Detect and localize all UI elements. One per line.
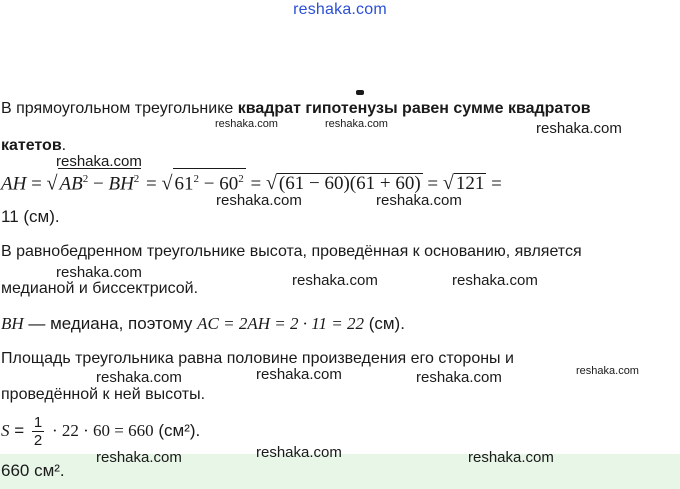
paragraph-1-text: В прямоугольном треугольнике <box>1 100 238 117</box>
watermark: reshaka.com <box>468 449 554 466</box>
area-lhs: S <box>1 420 10 440</box>
median-unit: (см). <box>363 314 405 333</box>
site-header[interactable]: reshaka.com <box>293 1 387 18</box>
paragraph-1-bold-2: катетов <box>1 137 62 154</box>
watermark: reshaka.com <box>256 366 342 383</box>
watermark: reshaka.com <box>376 192 462 209</box>
area-rest: · 22 · 60 = 660 <box>51 420 154 440</box>
equation-hypotenuse: AH = √ $AB^2 - BH^2$ = √ $61^2 - 60^2$ = √ (61 − 60)(61 + 60) = √ 121 = <box>1 168 502 195</box>
paragraph-2-line-2: медианой и биссектрисой. <box>1 280 199 297</box>
area-formula: S = $\frac{1}{2}$ · 22 · 60 = 660 (см²). <box>1 414 201 449</box>
paragraph-1-end: . <box>61 137 67 154</box>
watermark: reshaka.com <box>576 365 639 377</box>
sqrt-3: √ (61 − 60)(61 + 60) <box>265 172 421 195</box>
paragraph-3-line-1: Площадь треугольника равна половине произведения его стороны и <box>1 350 514 367</box>
watermark: reshaka.com <box>452 272 538 289</box>
watermark: reshaka.com <box>292 272 378 289</box>
median-text: — медиана, поэтому <box>23 314 198 333</box>
watermark: reshaka.com <box>96 449 182 466</box>
median-expr: AC = 2AH = 2 · 11 = 22 <box>197 314 364 333</box>
watermark: reshaka.com <box>325 118 388 130</box>
paragraph-1-bold: квадрат гипотенузы равен сумме квадратов <box>237 100 591 117</box>
paragraph-2-line-1: В равнобедренном треугольнике высота, проведённая к основанию, является <box>1 243 582 260</box>
sqrt-1: √ $AB^2 - BH^2$ <box>47 168 142 195</box>
watermark: reshaka.com <box>96 369 182 386</box>
paragraph-1-line-1 <box>1 100 591 118</box>
decorative-mark <box>356 90 364 95</box>
fraction-half: $\frac{1}{2}$ <box>33 414 43 449</box>
sqrt-2: √ $61^2 - 60^2$ <box>162 168 246 195</box>
sqrt-4: √ 121 <box>442 172 485 195</box>
median-var: BH <box>1 314 24 333</box>
watermark: reshaka.com <box>56 153 142 170</box>
watermark: reshaka.com <box>256 444 342 461</box>
watermark: reshaka.com <box>536 120 622 137</box>
watermark: reshaka.com <box>215 118 278 130</box>
answer-value: 660 см². <box>1 461 65 480</box>
watermark: reshaka.com <box>56 264 142 281</box>
area-unit: (см²). <box>153 420 201 440</box>
watermark: reshaka.com <box>416 369 502 386</box>
equation-hypotenuse-result: 11 (см). <box>1 207 60 226</box>
eq-lhs: AH <box>1 173 27 195</box>
watermark: reshaka.com <box>216 192 302 209</box>
paragraph-3-line-2: проведённой к ней высоты. <box>1 386 206 403</box>
median-line <box>1 314 405 334</box>
